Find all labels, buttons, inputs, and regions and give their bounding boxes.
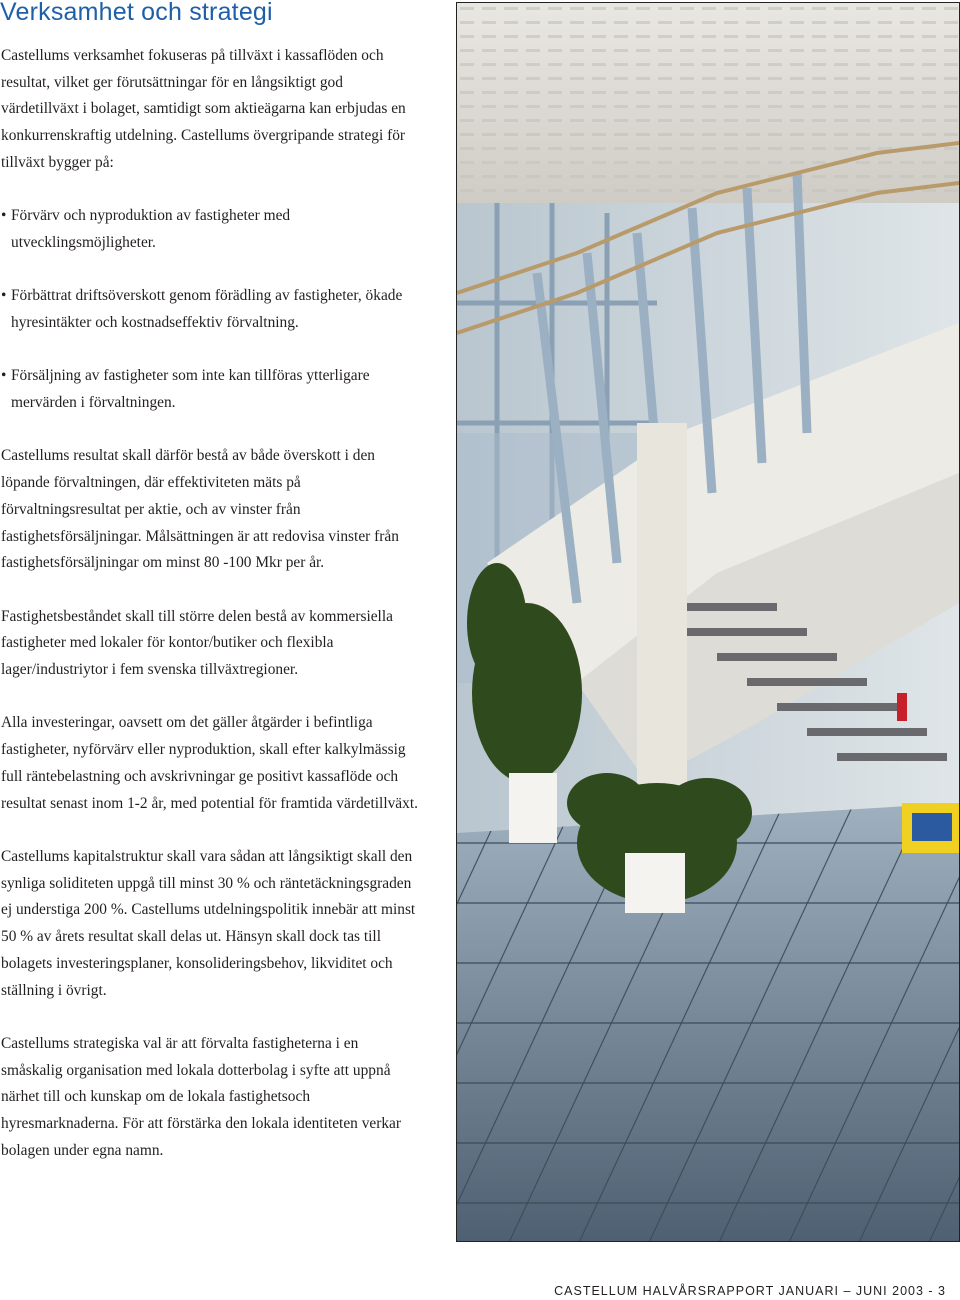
- text-column: [1, 43, 419, 1164]
- body-paragraph: Castellums strategiska val är att förvalta fastigheterna i en småskalig organisation med lokala dotterbolag i syfte att uppnå närhet till och kunskap om de lokala fastighetsoch hyresmarknaderna. För att förstärka den lokala identiteten verkar bolagen under egna namn.: [1, 1034, 401, 1159]
- body-paragraph: Castellums resultat skall därför bestå av både överskott i den löpande förvaltningen, där effektiviteten mäts på förvaltningsresultat per aktie, och av vinster från fastighetsförsäljningar. Målsättningen är att redovisa vinster från fastighetsförsäljningar om minst 80 -100 Mkr per år.: [1, 447, 399, 572]
- strategy-list: [1, 203, 419, 417]
- body-paragraph: Alla investeringar, oavsett om det gäller åtgärder i befintliga fastigheter, nyförvärv eller nyproduktion, skall efter kalkylmässig full räntebelastning och avskrivningar ge positivt kassaflöde och resultat senast inom 1-2 år, med potential för framtida värdetillväxt.: [1, 714, 418, 812]
- body-paragraph: Castellums kapitalstruktur skall vara sådan att långsiktigt skall den synliga soliditeten uppgå till minst 30 % och räntetäckningsgraden ej understiga 200 %. Castellums utdelningspolitik innebär att minst 50 % av årets resultat skall delas ut. Hänsyn skall dock tas till bolagets investeringsplaner, konsolideringsbehov, likviditet och ställning i övrigt.: [1, 847, 416, 999]
- page-footer: CASTELLUM HALVÅRSRAPPORT JANUARI – JUNI 2003 - 3: [554, 1284, 946, 1298]
- staircase-photo: [456, 2, 960, 1242]
- strategy-bullet: • Förvärv och nyproduktion av fastigheter med utvecklingsmöjligheter.: [1, 203, 419, 256]
- strategy-bullet: • Förbättrat driftsöverskott genom förädling av fastigheter, ökade hyresintäkter och kostnadseffektiv förvaltning.: [1, 283, 419, 336]
- intro-paragraph: Castellums verksamhet fokuseras på tillväxt i kassaflöden och resultat, vilket ger förutsättningar för en långsiktigt god värdetillväxt i bolaget, samtidigt som aktieägarna kan erbjudas en konkurrenskraftig utdelning. Castellums övergripande strategi för tillväxt bygger på:: [1, 47, 406, 171]
- page-title: Verksamhet och strategi: [0, 0, 273, 26]
- strategy-bullet: • Försäljning av fastigheter som inte kan tillföras ytterligare mervärden i förvaltningen.: [1, 363, 419, 416]
- body-paragraph: Fastighetsbeståndet skall till större delen bestå av kommersiella fastigheter med lokaler för kontor/butiker och flexibla lager/industriytor i fem svenska tillväxtregioner.: [1, 607, 393, 679]
